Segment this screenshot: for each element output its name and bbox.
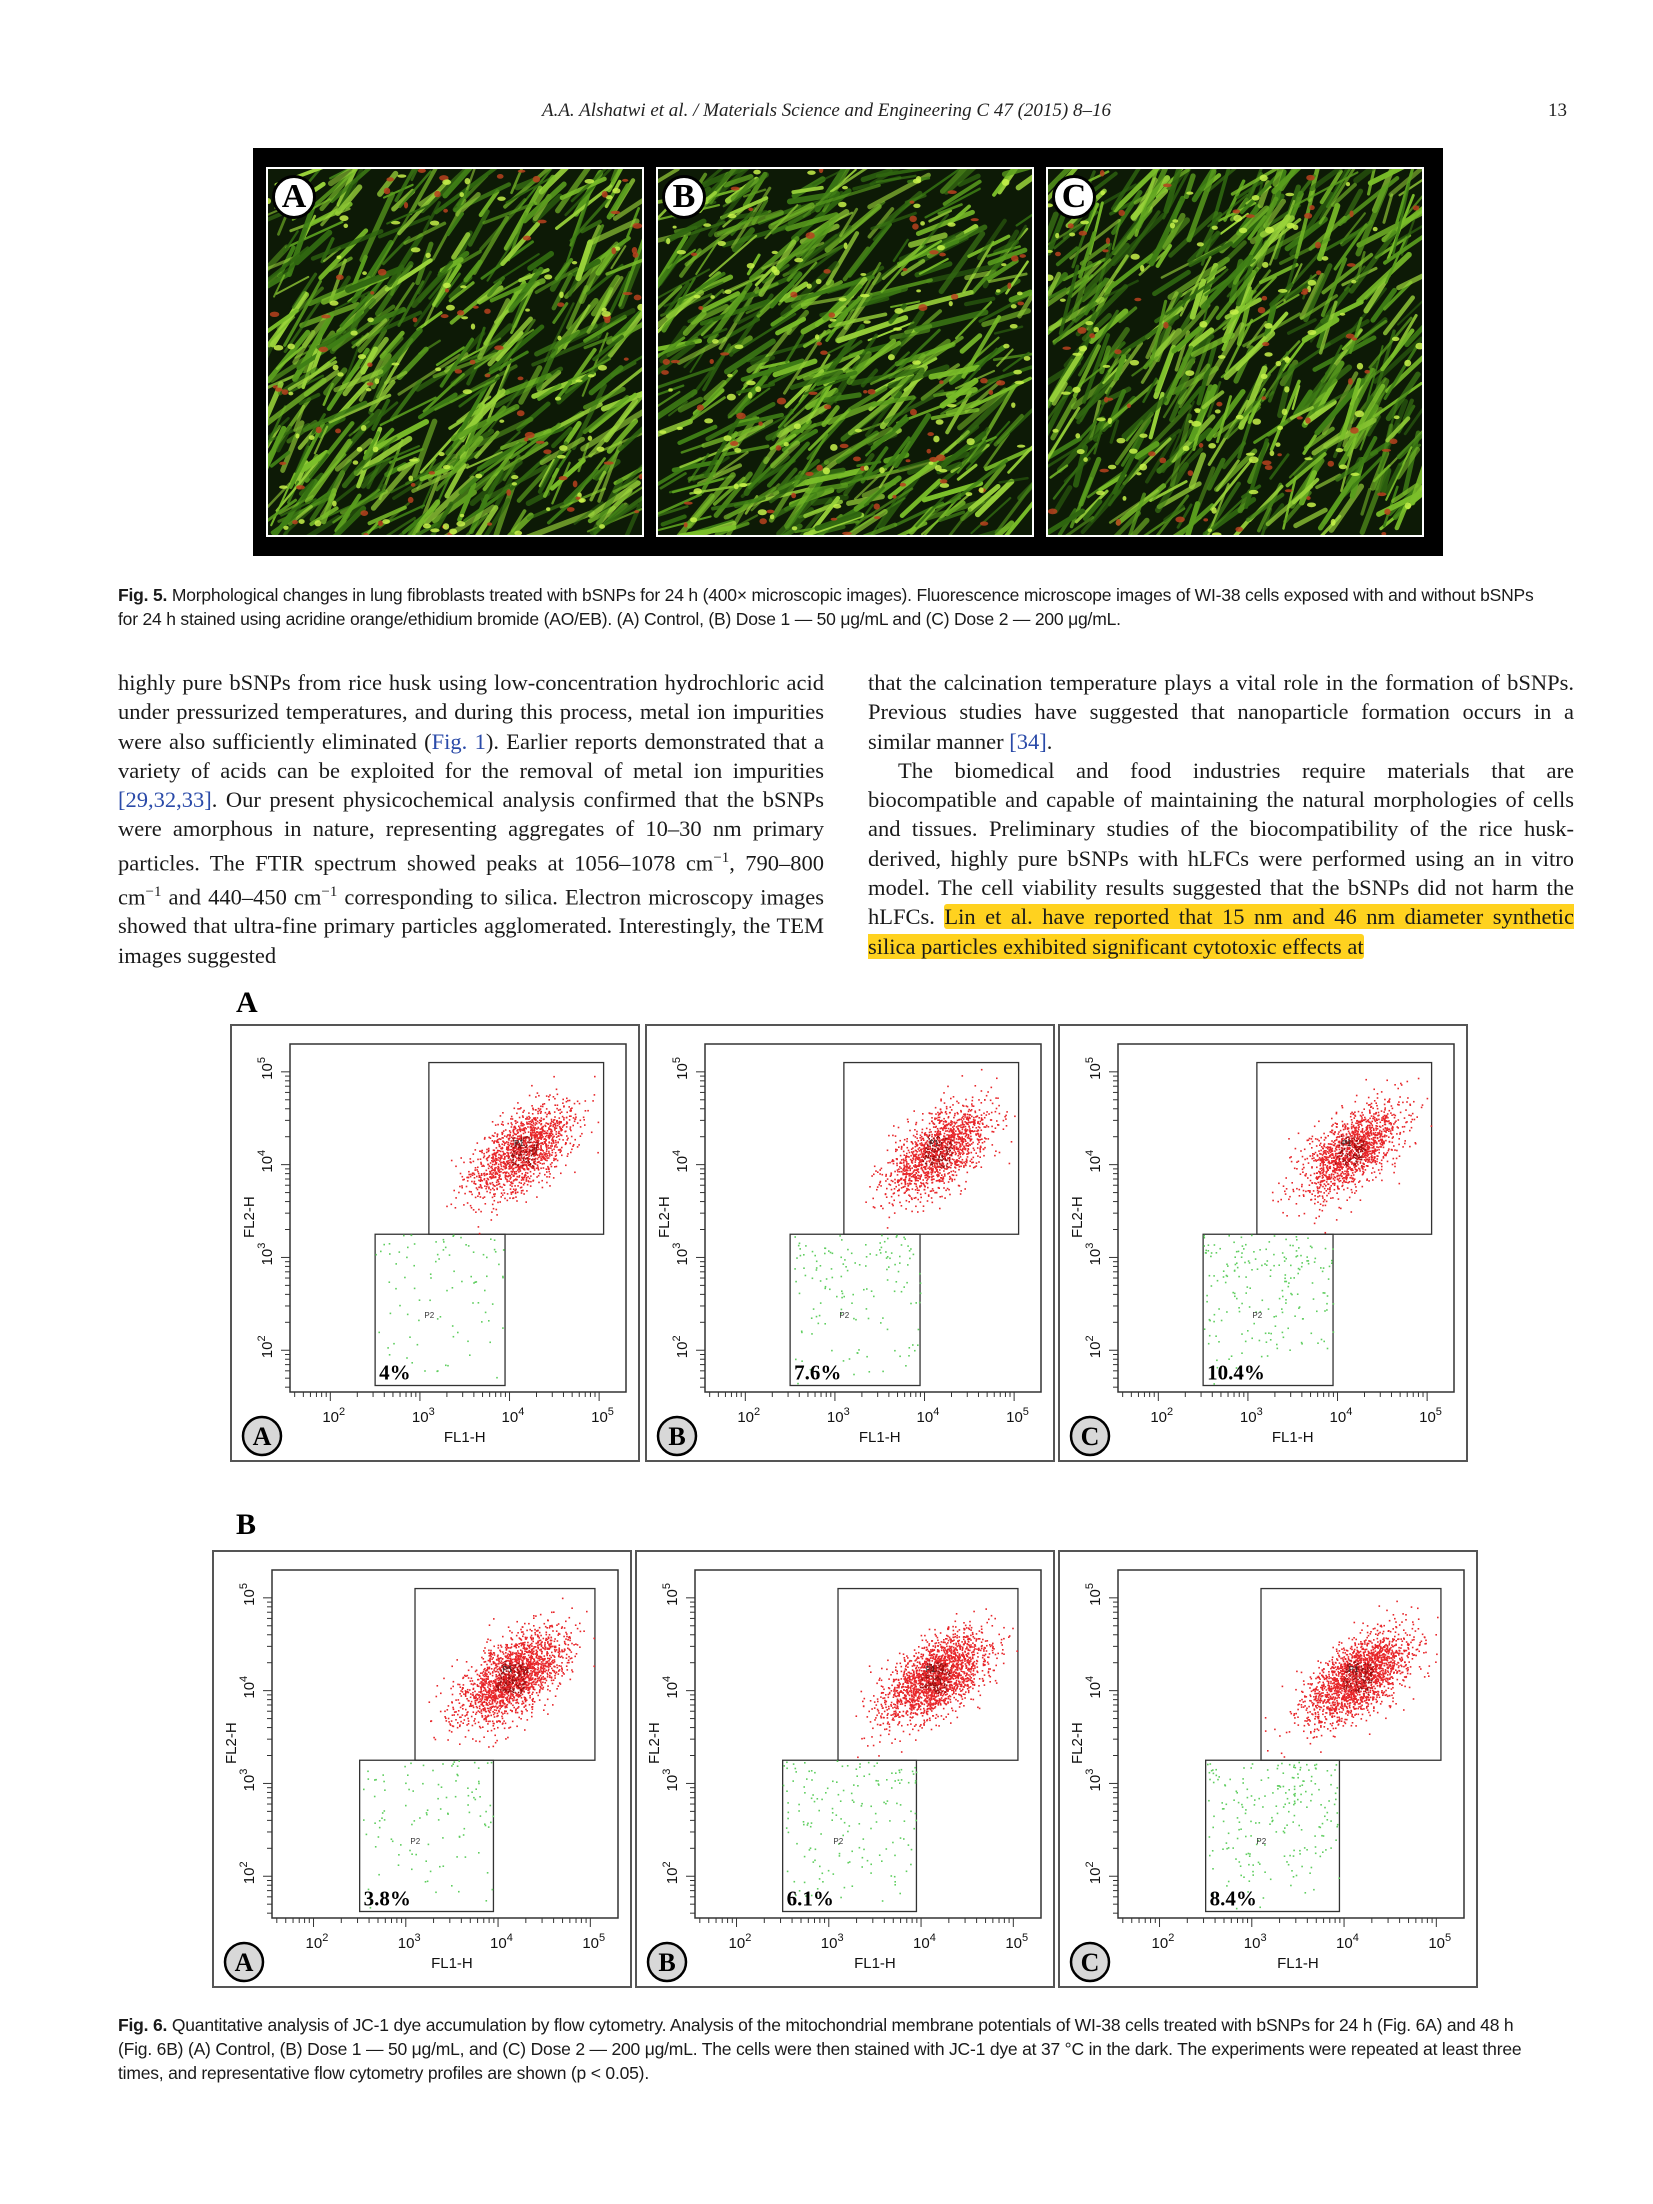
highlighted-text: Lin et al. have reported that 15 nm and 46 nm diameter synthetic silica particles exhibited significant cytotoxic effects at	[868, 904, 1574, 959]
x-tick-label: $10^3$	[826, 1406, 850, 1426]
scatter-plot	[637, 1552, 1057, 1990]
y-tick-label: $10^2$	[671, 1335, 691, 1359]
flow-cytometry-panel	[212, 1550, 632, 1988]
y-tick-label: $10^5$	[256, 1057, 276, 1080]
y-tick-label: $10^4$	[256, 1149, 276, 1173]
x-tick-label: $10^5$	[1006, 1406, 1029, 1426]
x-tick-label: $10^5$	[1428, 1932, 1452, 1952]
micrograph-panel-a	[266, 167, 644, 537]
flow-cytometry-panel	[1058, 1024, 1468, 1462]
gate-label-p2: P2	[1256, 1836, 1267, 1846]
citation-link[interactable]: [34]	[1009, 728, 1047, 754]
running-header: A.A. Alshatwi et al. / Materials Science and Engineering C 47 (2015) 8–16	[541, 100, 1112, 121]
x-tick-label: $10^3$	[820, 1932, 844, 1952]
x-tick-label: $10^2$	[322, 1406, 346, 1426]
paragraph	[118, 668, 824, 970]
x-tick-label: $10^2$	[1151, 1932, 1175, 1952]
y-tick-label: $10^3$	[661, 1768, 681, 1792]
micrograph-panel-c	[1046, 167, 1424, 537]
scatter-plot	[214, 1552, 634, 1990]
x-tick-label: $10^2$	[737, 1406, 761, 1426]
text-run: The biomedical and food industries require materials that are biocompatible and capable of maintaining the natural morphologies of cells and tissues. Preliminary studies of the biocompatibility of the rice husk-derived, highly pure bSNPs with hLFCs were performed using an in vitro model. The cell viability results suggested that the bSNPs did not harm the hLFCs.	[868, 757, 1574, 930]
p2-percentage: 4%	[379, 1360, 411, 1385]
text-run: that the calcination temperature plays a vital role in the formation of bSNPs. Previous studies have suggested that nanoparticle formation occurs in a similar manner	[868, 670, 1574, 754]
y-tick-label: $10^2$	[1084, 1861, 1104, 1885]
gate-label-p2: P2	[1252, 1310, 1263, 1320]
scatter-plot	[647, 1026, 1057, 1464]
y-tick-label: $10^4$	[1084, 1149, 1104, 1173]
panel-badge-label: A	[252, 1422, 272, 1451]
plot-area	[1118, 1044, 1454, 1392]
caption-text: Quantitative analysis of JC-1 dye accumulation by flow cytometry. Analysis of the mitochondrial membrane potentials of WI-38 cells treated with bSNPs for 24 h (Fig. 6A) and 48 h (Fig. 6B) (A) Control, (B) Dose 1 — 50 μg/mL, and (C) Dose 2 — 200 μg/mL. The cells were then stained with JC-1 dye at 37 °C in the dark. The experiments were repeated at least three times, and representative flow cytometry profiles are shown (p < 0.05).	[118, 2015, 1522, 2083]
scatter-plot	[1060, 1552, 1480, 1990]
y-axis-label: FL2-H	[241, 1196, 258, 1238]
y-axis-label: FL2-H	[223, 1722, 240, 1764]
x-tick-label: $10^4$	[1329, 1406, 1353, 1426]
x-tick-label: $10^2$	[305, 1932, 329, 1952]
x-axis-label: FL1-H	[1277, 1955, 1319, 1972]
x-axis-label: FL1-H	[854, 1955, 896, 1972]
text-run: .	[1046, 728, 1053, 754]
gate-label-p1: P1	[502, 1665, 513, 1675]
y-axis-label: FL2-H	[646, 1722, 663, 1764]
y-tick-label: $10^3$	[238, 1768, 258, 1792]
figure-6-caption	[118, 2013, 1536, 2085]
y-tick-label: $10^2$	[238, 1861, 258, 1885]
y-axis-label: FL2-H	[656, 1196, 673, 1238]
micrograph-image	[1048, 169, 1422, 535]
p2-percentage: 3.8%	[363, 1886, 411, 1911]
gate-label-p2: P2	[410, 1836, 421, 1846]
x-tick-label: $10^3$	[397, 1932, 421, 1952]
text-run: corresponding to silica. Electron microscopy images showed that ultra-fine primary particles agglomerated. Interestingly, the TEM images suggested	[118, 884, 824, 968]
body-right-column	[868, 668, 1574, 961]
panel-badge-label: C	[1080, 1948, 1100, 1977]
p2-percentage: 8.4%	[1209, 1886, 1257, 1911]
x-axis-label: FL1-H	[1271, 1429, 1314, 1446]
flow-cytometry-panel	[635, 1550, 1055, 1988]
gate-label-p2: P2	[839, 1310, 850, 1320]
y-tick-label: $10^5$	[1084, 1057, 1104, 1080]
panel-label-a: A	[272, 175, 316, 219]
x-tick-label: $10^2$	[1150, 1406, 1174, 1426]
figure-5-micrographs	[253, 148, 1443, 556]
flow-cytometry-panel	[1058, 1550, 1478, 1988]
y-tick-label: $10^2$	[1084, 1335, 1104, 1359]
y-axis-label: FL2-H	[1069, 1722, 1086, 1764]
text-run: highly pure bSNPs from rice husk using low-concentration hydrochloric acid under pressurized temperatures, and during this process, metal ion impurities were also sufficiently eliminated (	[118, 670, 824, 754]
scatter-plot	[232, 1026, 642, 1464]
x-axis-label: FL1-H	[431, 1955, 473, 1972]
x-tick-label: $10^4$	[501, 1406, 525, 1426]
y-tick-label: $10^4$	[671, 1149, 691, 1173]
y-tick-label: $10^5$	[238, 1583, 258, 1606]
citation-link[interactable]: [29,32,33]	[118, 787, 212, 813]
x-tick-label: $10^3$	[1243, 1932, 1267, 1952]
x-tick-label: $10^4$	[913, 1932, 936, 1952]
y-tick-label: $10^4$	[1084, 1675, 1104, 1699]
x-tick-label: $10^4$	[916, 1406, 940, 1426]
micrograph-image	[268, 169, 642, 535]
caption-label: Fig. 5.	[118, 585, 168, 605]
x-tick-label: $10^5$	[1005, 1932, 1029, 1952]
gate-label-p1: P1	[1348, 1665, 1359, 1675]
superscript: −1	[321, 883, 338, 900]
flow-cytometry-panel	[645, 1024, 1055, 1462]
gate-label-p1: P1	[1342, 1139, 1352, 1149]
y-tick-label: $10^3$	[256, 1242, 276, 1266]
panel-badge-label: B	[668, 1422, 686, 1451]
panel-label-c: C	[1052, 175, 1096, 219]
x-tick-label: $10^3$	[411, 1406, 435, 1426]
y-tick-label: $10^5$	[671, 1057, 691, 1080]
x-tick-label: $10^5$	[582, 1932, 606, 1952]
y-tick-label: $10^2$	[661, 1861, 681, 1885]
superscript: −1	[713, 849, 730, 866]
x-tick-label: $10^4$	[1336, 1932, 1359, 1952]
y-axis-label: FL2-H	[1069, 1196, 1086, 1238]
panel-badge-label: C	[1080, 1422, 1100, 1451]
citation-link[interactable]: Fig. 1	[431, 728, 486, 754]
gate-label-p1: P1	[929, 1139, 939, 1149]
gate-label-p1: P1	[925, 1665, 936, 1675]
p2-percentage: 7.6%	[794, 1360, 842, 1385]
p2-percentage: 10.4%	[1207, 1360, 1265, 1385]
gate-label-p1: P1	[514, 1139, 524, 1149]
x-tick-label: $10^4$	[490, 1932, 513, 1952]
body-left-column	[118, 668, 824, 970]
paragraph	[868, 756, 1574, 961]
x-axis-label: FL1-H	[443, 1429, 486, 1446]
figure-6-group-label-a: A	[236, 986, 258, 1019]
x-tick-label: $10^5$	[591, 1406, 614, 1426]
y-tick-label: $10^3$	[1084, 1768, 1104, 1792]
figure-5-caption	[118, 583, 1536, 631]
plot-area	[272, 1570, 618, 1918]
page-number: 13	[1548, 100, 1567, 121]
caption-label: Fig. 6.	[118, 2015, 168, 2035]
y-tick-label: $10^5$	[1084, 1583, 1104, 1606]
text-run: . Our present physicochemical analysis confirmed that the bSNPs were amorphous in nature, representing aggregates of 10–30 nm primary particles. The FTIR spectrum showed peaks at 1056–1078 cm	[118, 787, 824, 876]
micrograph-image	[658, 169, 1032, 535]
y-tick-label: $10^4$	[661, 1675, 681, 1699]
x-axis-label: FL1-H	[858, 1429, 901, 1446]
superscript: −1	[145, 883, 162, 900]
x-tick-label: $10^2$	[728, 1932, 752, 1952]
scatter-plot	[1060, 1026, 1470, 1464]
text-run: and 440–450 cm	[161, 884, 322, 910]
flow-cytometry-panel	[230, 1024, 640, 1462]
y-tick-label: $10^4$	[238, 1675, 258, 1699]
p2-percentage: 6.1%	[786, 1886, 834, 1911]
plot-area	[695, 1570, 1041, 1918]
text-run: ). Earlier reports demonstrated that a variety of acids can be exploited for the removal of metal ion impurities	[118, 728, 825, 783]
panel-label-b: B	[662, 175, 706, 219]
gate-label-p2: P2	[424, 1310, 435, 1320]
y-tick-label: $10^5$	[661, 1583, 681, 1606]
x-tick-label: $10^5$	[1419, 1406, 1442, 1426]
y-tick-label: $10^3$	[1084, 1242, 1104, 1266]
x-tick-label: $10^3$	[1239, 1406, 1263, 1426]
caption-text: Morphological changes in lung fibroblasts treated with bSNPs for 24 h (400× microscopic images). Fluorescence microscope images of WI-38 cells exposed with and without bSNPs for 24 h stained using acridine orange/ethidium bromide (AO/EB). (A) Control, (B) Dose 1 — 50 μg/mL and (C) Dose 2 — 200 μg/mL.	[118, 585, 1534, 629]
gate-label-p2: P2	[833, 1836, 844, 1846]
plot-area	[705, 1044, 1041, 1392]
plot-area	[290, 1044, 626, 1392]
y-tick-label: $10^2$	[256, 1335, 276, 1359]
text-run: , 790–800 cm	[118, 850, 824, 910]
paragraph	[868, 668, 1574, 756]
micrograph-panel-b	[656, 167, 1034, 537]
panel-badge-label: B	[658, 1948, 676, 1977]
figure-6-group-label-b: B	[236, 1508, 257, 1541]
panel-badge-label: A	[234, 1948, 254, 1977]
y-tick-label: $10^3$	[671, 1242, 691, 1266]
